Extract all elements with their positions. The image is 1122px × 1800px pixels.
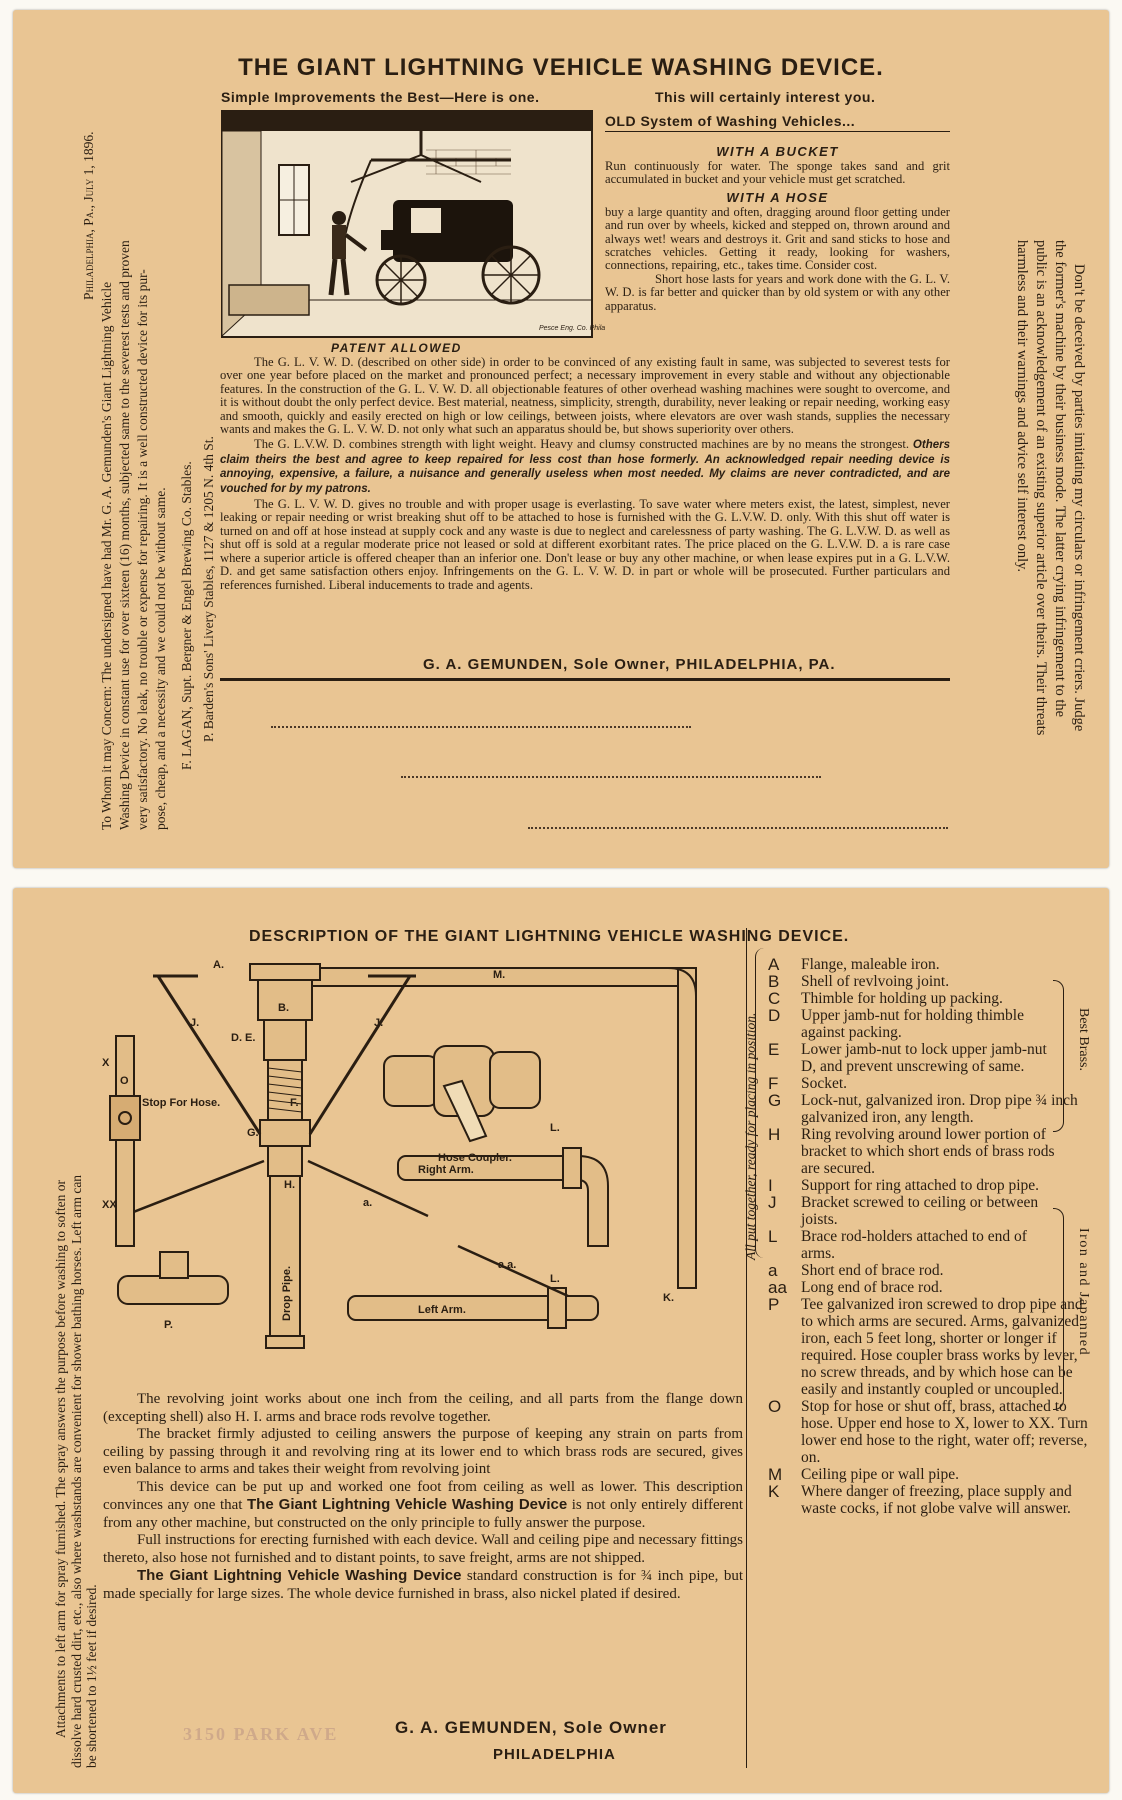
with-bucket-heading: WITH A BUCKET: [716, 144, 839, 159]
carriage-washing-illustration: [221, 110, 606, 338]
testimonial-signer-2: P. Barden's Sons' Livery Stables, 1127 & 1205 N. 4th St.: [201, 436, 216, 742]
front-tagline-right: This will certainly interest you.: [655, 89, 876, 105]
label-H: H.: [284, 1179, 295, 1191]
warning-line-4: harmless and their warnings and advice self interest only.: [1014, 240, 1030, 573]
label-DE: D. E.: [231, 1032, 256, 1044]
short-hose-text: Short hose lasts for years and work done with the G. L. V. W. D. is far better and quicker than by old system or with any other apparatus.: [605, 271, 950, 313]
label-J-right: J.: [374, 1017, 384, 1029]
front-para-2-lead: The G. L.V.W. D. combines strength with light weight. Heavy and clumsy constructed machines are by no means the strongest.: [254, 437, 910, 452]
legend-row-E: E Lower jamb-nut to lock upper jamb-nut D, and prevent unscrewing of same.: [768, 1040, 1047, 1075]
device-parts-diagram: [98, 956, 728, 1376]
label-F: F.: [290, 1097, 299, 1109]
label-A: A.: [213, 959, 224, 971]
testimonial-signer-1: F. LAGAN, Supt. Bergner & Engel Brewing Co. Stables.: [179, 461, 194, 770]
legend-row-aa: aa Long end of brace rod.: [768, 1278, 943, 1297]
back-card: [13, 888, 1109, 1793]
label-K: K.: [663, 1292, 674, 1304]
label-X: X: [102, 1057, 110, 1069]
label-a: a.: [363, 1197, 373, 1209]
legend-row-P: P Tee galvanized iron screwed to drop pipe and to which arms are secured. Arms, galvanized iron, each 5 feet long, shorter or longer if required. Hose coupler brass works by lever, no screw threads, and by which hose can be easily and instantly coupled or uncoupled.: [768, 1295, 1083, 1398]
front-card: [13, 10, 1109, 868]
label-B: B.: [278, 1002, 289, 1014]
testimonial-dateline: Philadelphia, Pa., July 1, 1896.: [81, 131, 96, 300]
legend-row-L: L Brace rod-holders attached to end of arms.: [768, 1227, 1027, 1262]
address-line-1: [271, 726, 691, 728]
warning-line-1: Don't be deceived by parties imitating my circulars or infringement criers. Judge: [1071, 264, 1087, 732]
back-margin-line-3: be shortened to 1½ feet if desired.: [84, 1584, 99, 1768]
back-stamp: 3150 PARK AVE: [183, 1724, 339, 1744]
back-margin-line-1: Attachments to left arm for spray furnished. The spray answers the purpose before washing to soften or: [53, 1180, 68, 1738]
testimonial-line-2: Washing Device in constant use for over sixteen (16) months, subjected same to the severest tests and proven: [117, 240, 132, 830]
legend-row-A: A Flange, maleable iron.: [768, 955, 940, 974]
label-O: O: [120, 1075, 129, 1087]
with-hose-text: buy a large quantity and often, dragging around floor getting under and run over by wheels, kicked and stepped on, thrown around and always wet! wears and destroys it. Grit and sand sticks to hose and scratches vehicles. Getting it ready, looking for washers, connections, repairing, etc., takes time. Consider cost.: [605, 204, 950, 273]
back-para-3: This device can be put up and worked one foot from ceiling as well as lower. This description convinces any one that The Giant Lightning Vehicle Washing Device is not only entirely different from any other machine, but constructed on the only principle to fully answer the purpose.: [103, 1478, 743, 1531]
legend-row-a: a Short end of brace rod.: [768, 1261, 944, 1280]
front-tagline-left: Simple Improvements the Best—Here is one.: [221, 89, 540, 105]
legend-row-K: K Where danger of freezing, place supply and waste cocks, if not globe valve will answer.: [768, 1482, 1072, 1517]
front-title: THE GIANT LIGHTNING VEHICLE WASHING DEVICE.: [238, 54, 884, 81]
with-hose-heading: WITH A HOSE: [726, 189, 829, 205]
parts-legend: [768, 956, 1088, 1517]
label-L-upper: L.: [550, 1122, 560, 1134]
with-bucket-text: Run continuously for water. The sponge takes sand and grit accumulated in bucket and your vehicle must get scratched.: [605, 159, 950, 187]
label-right-arm: Right Arm.: [418, 1164, 474, 1176]
front-para-2-italic: Others claim theirs the best and agree to keep repaired for less cost than hose formerly. An acknowledged repair needing device is annoying, expensive, a failure, a nuisance and generally useless when most needed. My claims are never contradicted, and are vouched for by my patrons.: [220, 439, 950, 495]
legend-row-G: G Lock-nut, galvanized iron. Drop pipe ¾ inch galvanized iron, any length.: [768, 1091, 1078, 1126]
back-body: [103, 1391, 743, 1603]
back-divider: [746, 928, 747, 1768]
testimonial-line-3: very satisfactory. No leak, no trouble or expense for repairing. It is a well constructed device for its pur-: [135, 269, 150, 830]
front-body: [220, 356, 950, 592]
address-line-2: [401, 776, 821, 778]
legend-row-J: J Bracket screwed to ceiling or between joists.: [768, 1193, 1039, 1228]
label-aa: a.a.: [498, 1259, 517, 1271]
front-signature-rule: [220, 678, 950, 681]
label-stop-for-hose: Stop For Hose.: [142, 1097, 221, 1109]
front-right-warning: [1012, 240, 1088, 840]
legend-row-C: C Thimble for holding up packing.: [768, 989, 1003, 1008]
label-drop-pipe: Drop Pipe.: [281, 1265, 293, 1321]
legend-row-I: I Support for ring attached to drop pipe.: [768, 1176, 1040, 1195]
warning-line-2: the former's machine by their business mode. The latter crying infringement to the: [1052, 240, 1068, 718]
best-brass-label: Best Brass.: [1076, 1008, 1091, 1071]
back-para-2: The bracket firmly adjusted to ceiling answers the purpose of keeping any strain on parts from ceiling by passing through it and revolving ring at its lower end to which brass rods are secured, gives even balance to arms and takes their weight from revolving joint: [103, 1426, 743, 1477]
old-system-column: [605, 113, 950, 313]
label-P: P.: [164, 1319, 173, 1331]
legend-row-O: O Stop for hose or shut off, brass, attached to hose. Upper end hose to X, lower to XX. Turn lower end hose to the right, water off; reverse, on.: [768, 1397, 1088, 1466]
back-left-margin-note: [53, 938, 100, 1768]
label-hose-coupler: Hose Coupler.: [438, 1152, 512, 1164]
assembled-note-brace: [755, 948, 764, 1258]
patent-caption: PATENT ALLOWED: [331, 341, 462, 355]
label-left-arm: Left Arm.: [418, 1304, 466, 1316]
label-L-lower: L.: [550, 1273, 560, 1285]
legend-row-D: D Upper jamb-nut for holding thimble against packing.: [768, 1006, 1024, 1041]
best-brass-brace: [1053, 980, 1064, 1132]
front-signature: G. A. GEMUNDEN, Sole Owner, PHILADELPHIA, PA.: [423, 656, 836, 673]
testimonial-line-4: pose, cheap, and a necessity and we could not be without same.: [153, 487, 168, 830]
back-margin-line-2: dissolve hard crusted dirt, etc., also where washstands are convenient for shower bathing horses. Left arm can: [68, 1174, 84, 1768]
label-J-left: J.: [190, 1017, 200, 1029]
front-para-2: [220, 438, 950, 496]
back-signature-line-2: PHILADELPHIA: [493, 1746, 616, 1763]
front-para-1: The G. L. V. W. D. (described on other side) in order to be convinced of any existing fault in same, was subjected to severest tests for over one year before placed on the market and pronounced perfect; a necessary improvement in every stable and without any objectionable features. In the construction of the G. L. V. W. D. all objectionable features of other overhead washing machines were sought to overcome, and it is without doubt the only perfect device. Best material, neatness, simplicity, strength, durability, never leaking or repair needing, working easy and smooth, quickly and easily erected on high or low ceilings, between joists, where elevators are over wash stands, supplies the necessary wants and makes the G. L. V. W. D. not only what such an apparatus should be, but shows superiority over others.: [220, 355, 950, 437]
back-para-4: Full instructions for erecting furnished with each device. Wall and ceiling pipe and necessary fittings thereto, also hose not furnished and to distant points, to save freight, arms are not shipped.: [103, 1532, 743, 1566]
warning-line-3: public is an acknowledgement of an existing superior article over theirs. Their threats: [1033, 240, 1049, 736]
iron-japanned-brace: [1053, 1208, 1064, 1410]
address-line-3: [528, 827, 948, 829]
illustration-signature: Pesce Eng. Co. Phila: [539, 325, 606, 332]
front-para-3: The G. L. V. W. D. gives no trouble and with proper usage is everlasting. To save water where meters exist, the latest, simplest, never leaking or repair needing or wrist breaking shut off to be attached to hose is furnished with the G. L.V.W. D. only. With this shut off water is turned on and off at hose instead at supply cock and any waste is due to neglect and carelessness of party washing. The G. L.V.W. D. as well as shut off is sold at a regular moderate price not leased or sold at different exorbitant rates. The price placed on the G. L.V.W. D. a is rare case where a superior article is offered cheaper than an inferior one. Don't lease or buy any other machine, or when lease expires put in a G. L.V.W. D. and get same satisfaction others enjoy. Infringements on the G. L. V. W. D. in part or whole will be prosecuted. Further particulars and references furnished. Liberal inducements to trade and agents.: [220, 497, 950, 592]
label-G: G.: [247, 1127, 259, 1139]
old-system-heading: OLD System of Washing Vehicles...: [605, 113, 950, 132]
testimonial-line-1: To Whom it may Concern: The undersigned have had Mr. G. A. Gemunden's Giant Lightning Vehicle: [99, 281, 114, 830]
back-para-5: The Giant Lightning Vehicle Washing Device standard construction is for ¾ inch pipe, but made specially for large sizes. The whole device furnished in brass, also nickel plated if desired.: [103, 1567, 744, 1602]
back-title: DESCRIPTION OF THE GIANT LIGHTNING VEHICLE WASHING DEVICE.: [249, 928, 850, 945]
legend-row-F: F Socket.: [768, 1074, 848, 1093]
iron-japanned-label: Iron and Japanned: [1076, 1228, 1091, 1357]
label-XX: XX: [102, 1199, 117, 1211]
assembled-note: All put together, ready for placing in position.: [743, 1012, 758, 1260]
legend-row-M: M Ceiling pipe or wall pipe.: [768, 1465, 959, 1484]
label-M: M.: [493, 969, 506, 981]
legend-row-H: H Ring revolving around lower portion of bracket to which short ends of brass rods are secured.: [768, 1125, 1055, 1177]
legend-row-B: B Shell of revlvoing joint.: [768, 972, 950, 991]
back-signature-line-1: G. A. GEMUNDEN, Sole Owner: [395, 1718, 667, 1737]
front-left-testimonial: [80, 50, 218, 830]
back-para-1: The revolving joint works about one inch from the ceiling, and all parts from the flange down (excepting shell) also H. I. arms and brace rods revolve together.: [103, 1391, 743, 1425]
